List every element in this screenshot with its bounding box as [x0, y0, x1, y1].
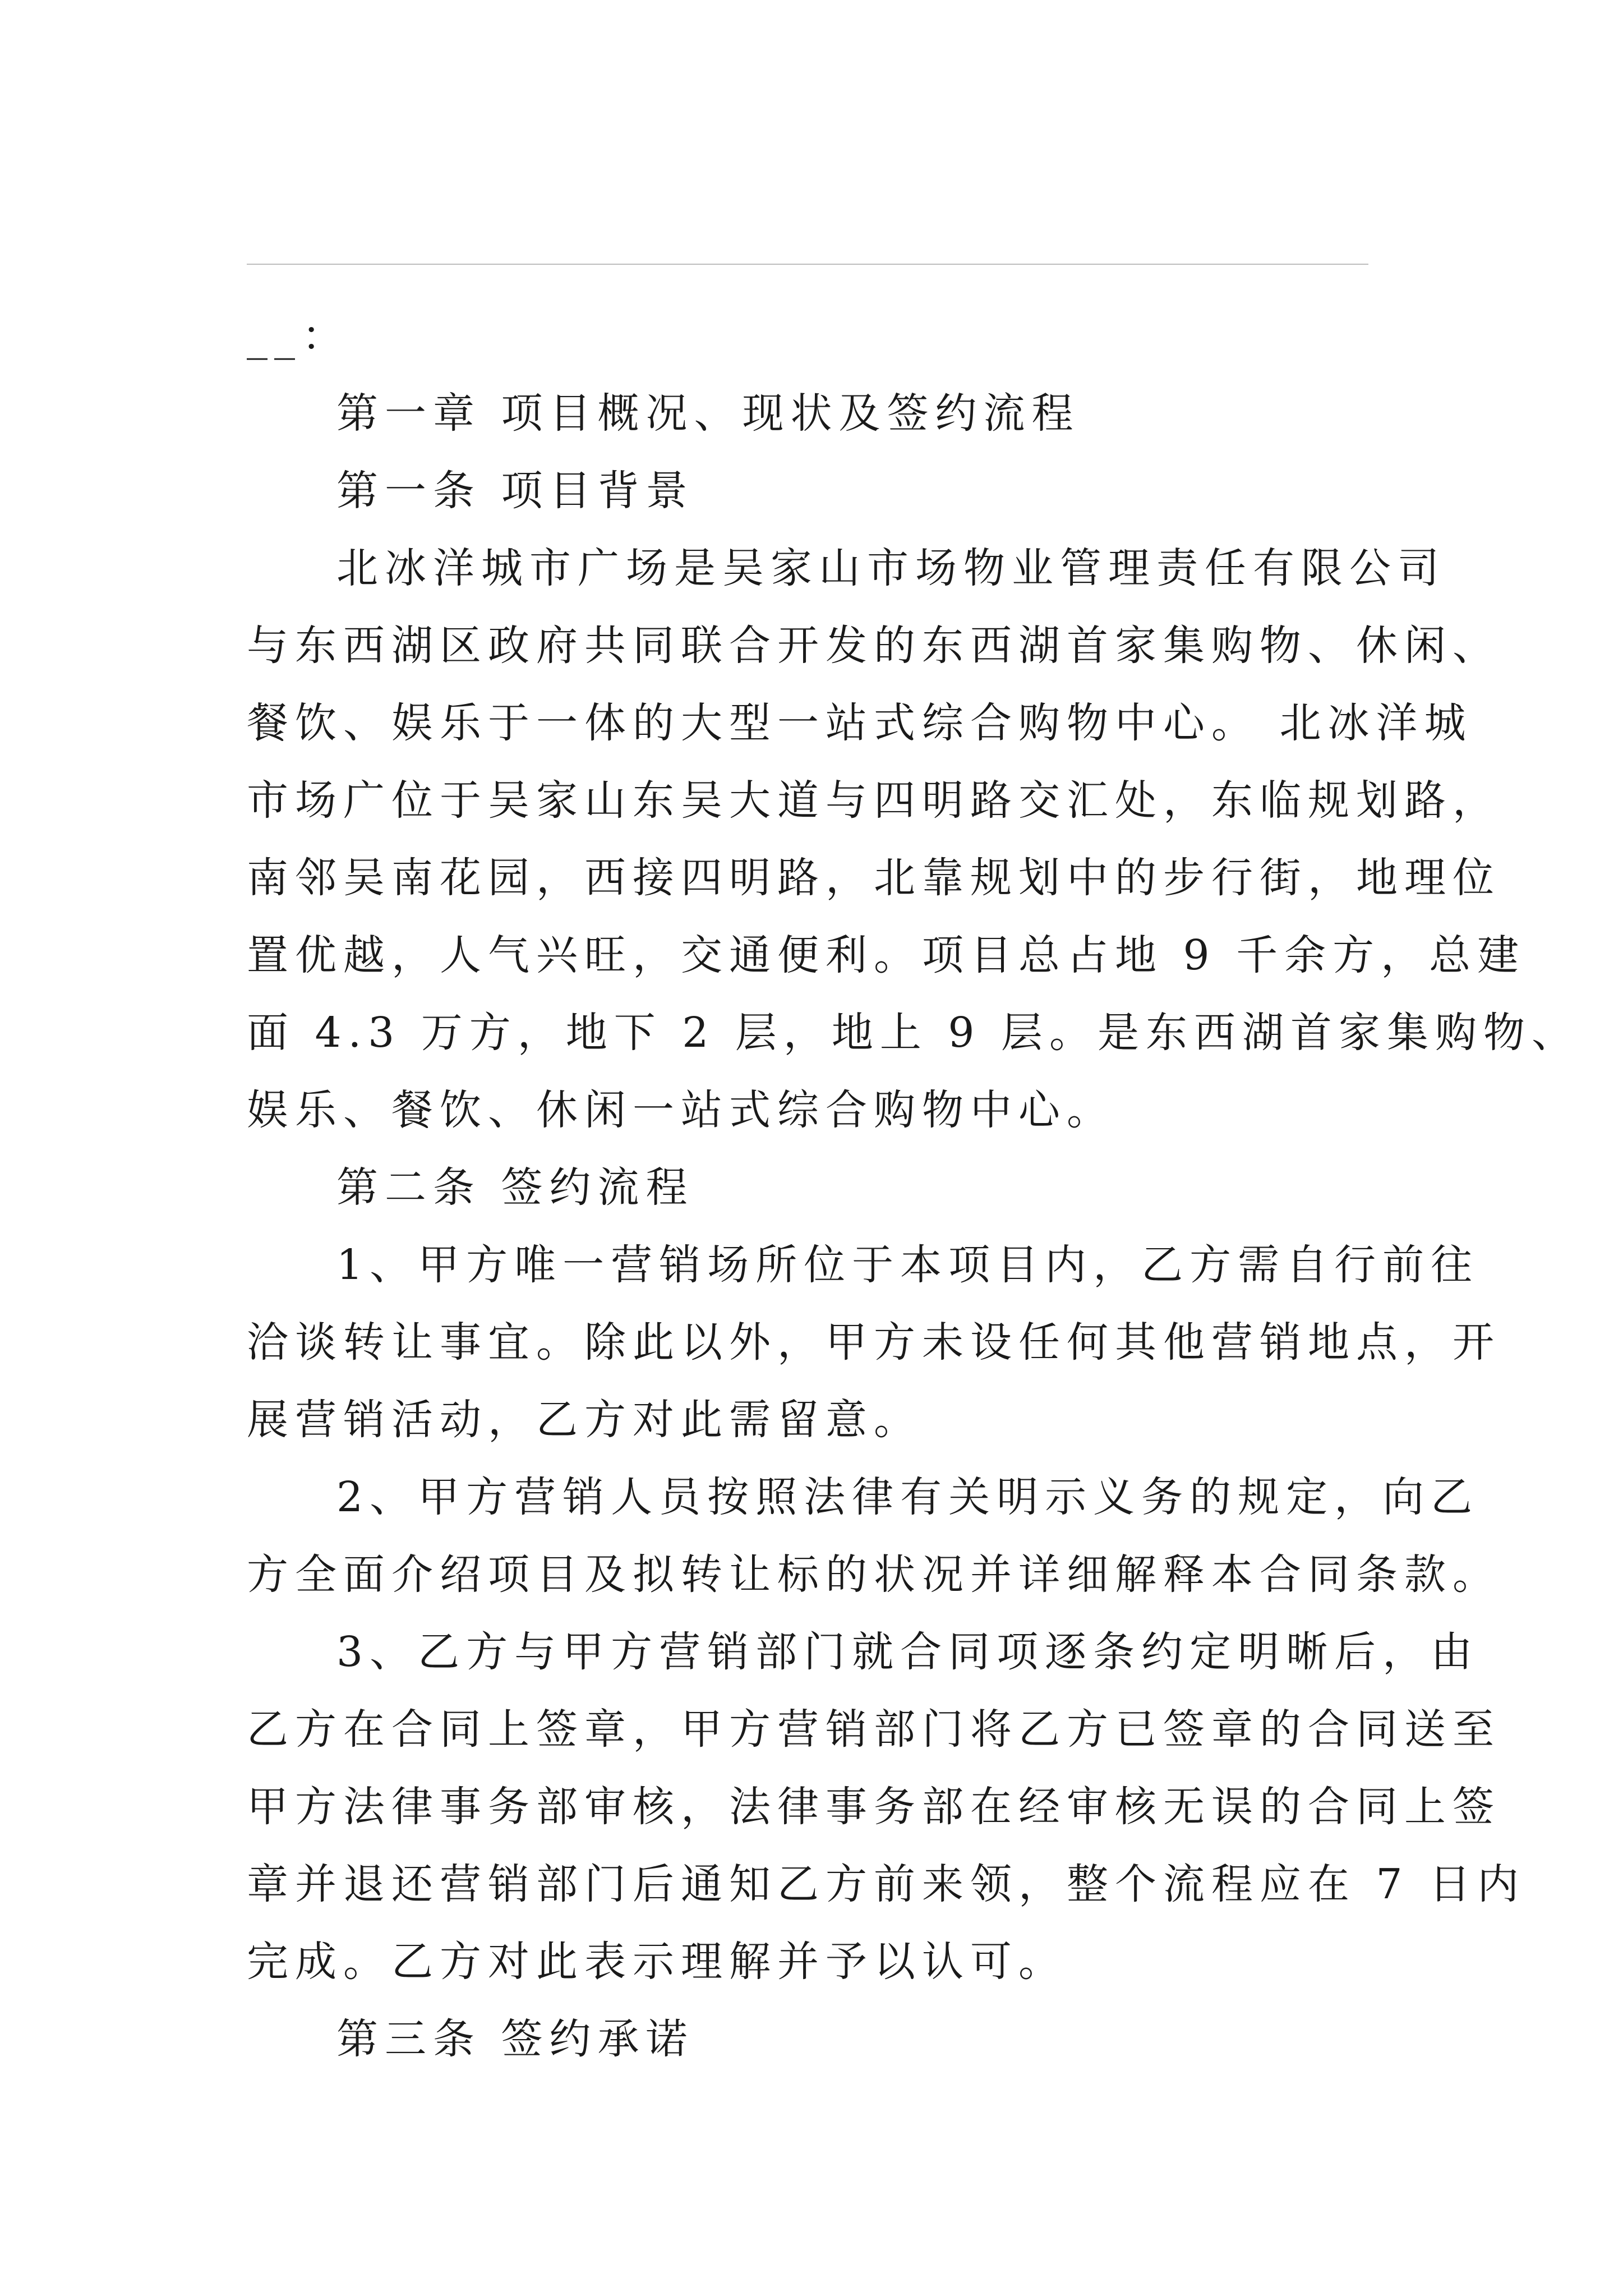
header-divider [247, 264, 1368, 265]
paragraph-line: 市场广位于吴家山东吴大道与四明路交汇处，东临规划路， [247, 776, 1501, 825]
party-blank-line: __： [247, 312, 350, 360]
paragraph-line: 乙方在合同上签章，甲方营销部门将乙方已签章的合同送至 [247, 1705, 1501, 1754]
article-3-heading: 第三条 签约承诺 [336, 2015, 694, 2063]
paragraph-line: 北冰洋城市广场是吴家山市场物业管理责任有限公司 [336, 544, 1446, 592]
paragraph-line: 置优越，人气兴旺，交通便利。项目总占地 9 千余方，总建 [247, 931, 1526, 979]
paragraph-line: 南邻吴南花园，西接四明路，北靠规划中的步行街，地理位 [247, 854, 1501, 902]
paragraph-line: 娱乐、餐饮、休闲一站式综合购物中心。 [247, 1086, 1115, 1134]
paragraph-line: 完成。乙方对此表示理解并予以认可。 [247, 1938, 1067, 1986]
article-2-heading: 第二条 签约流程 [336, 1163, 694, 1212]
document-body [247, 297, 1580, 2078]
paragraph-line: 1、甲方唯一营销场所位于本项目内，乙方需自行前往 [336, 1241, 1479, 1289]
paragraph-line: 面 4.3 万方，地下 2 层，地上 9 层。是东西湖首家集购物、 [247, 1009, 1580, 1057]
paragraph-line: 展营销活动，乙方对此需留意。 [247, 1396, 922, 1444]
chapter-heading: 第一章 项目概况、现状及签约流程 [336, 389, 1080, 438]
paragraph-line: 与东西湖区政府共同联合开发的东西湖首家集购物、休闲、 [247, 622, 1501, 670]
paragraph-line: 甲方法律事务部审核，法律事务部在经审核无误的合同上签 [247, 1783, 1501, 1831]
paragraph-line: 餐饮、娱乐于一体的大型一站式综合购物中心。 北冰洋城 [247, 699, 1473, 747]
paragraph-line: 2、甲方营销人员按照法律有关明示义务的规定，向乙 [336, 1473, 1479, 1521]
paragraph-line: 洽谈转让事宜。除此以外，甲方未设任何其他营销地点，开 [247, 1318, 1501, 1366]
paragraph-line: 章并退还营销部门后通知乙方前来领，整个流程应在 7 日内 [247, 1860, 1526, 1908]
paragraph-line: 3、乙方与甲方营销部门就合同项逐条约定明晰后，由 [336, 1628, 1479, 1676]
paragraph-line: 方全面介绍项目及拟转让标的状况并详细解释本合同条款。 [247, 1550, 1501, 1599]
article-1-heading: 第一条 项目背景 [336, 467, 694, 515]
